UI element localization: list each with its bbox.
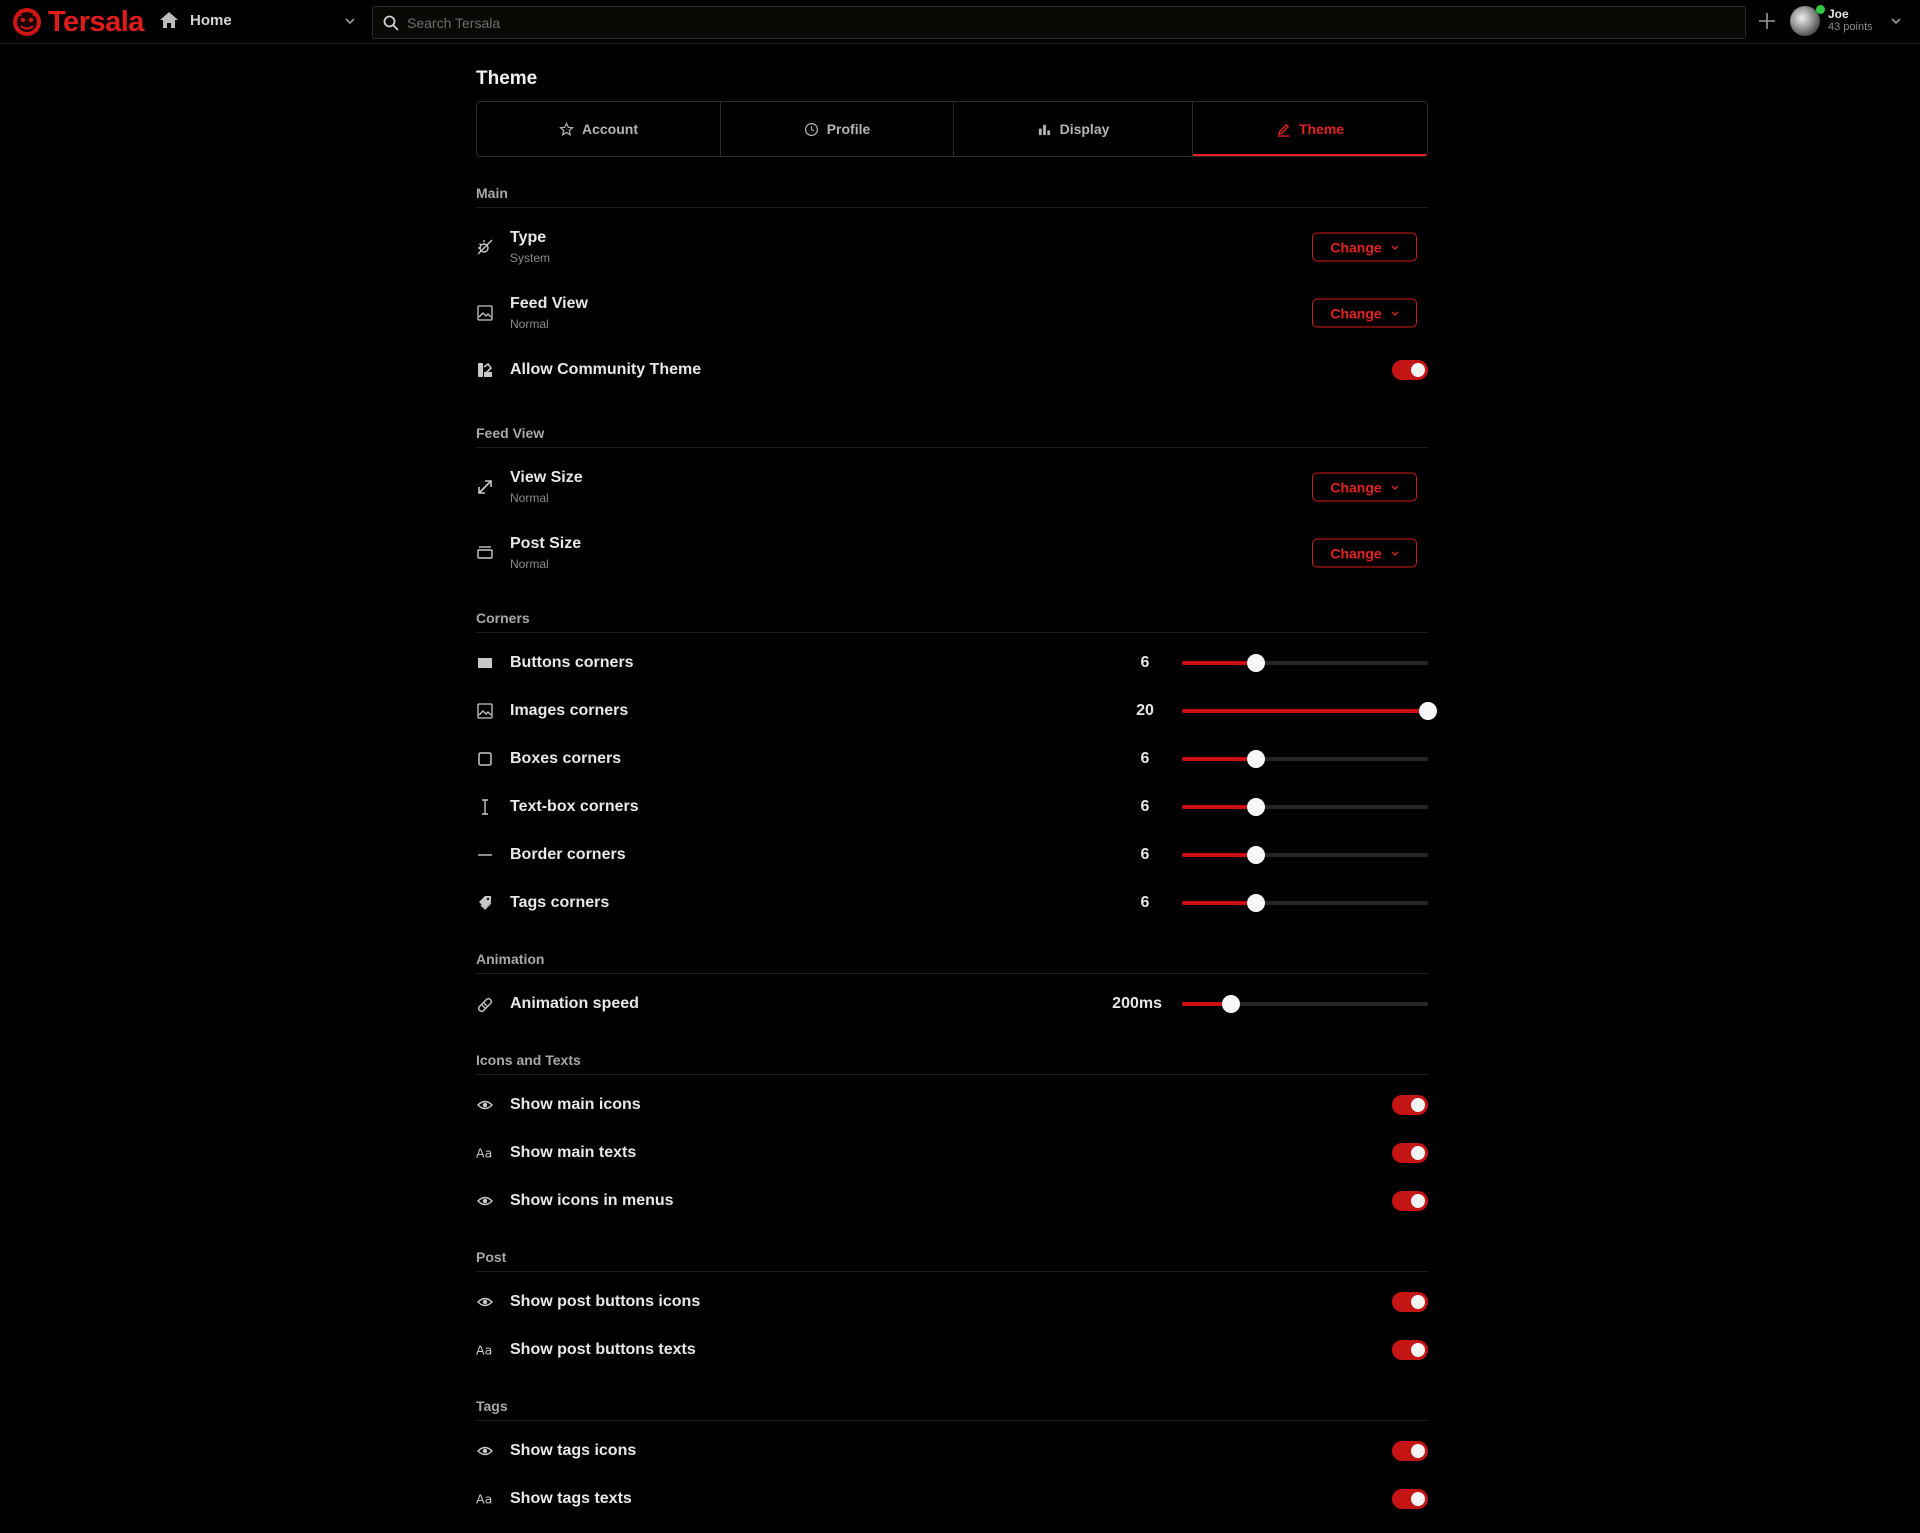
user-chevron-down-icon[interactable] [1890,15,1902,27]
online-status-dot [1816,5,1825,14]
slider-thumb[interactable] [1247,798,1265,816]
chevron-down-icon[interactable] [344,15,356,27]
section-title: Icons and Texts [476,1050,1428,1075]
view-size-change-button[interactable]: Change [1312,473,1417,502]
slider-thumb[interactable] [1222,995,1240,1013]
setting-label: Show icons in menus [510,1192,674,1209]
slider-thumb[interactable] [1247,894,1265,912]
section-title: Post [476,1247,1428,1272]
eye-icon [476,1192,494,1210]
eye-icon [476,1293,494,1311]
show-tags-icons-toggle[interactable] [1392,1441,1428,1461]
home-nav[interactable] [158,10,232,30]
animation-icon [476,995,494,1013]
box-icon [476,750,494,768]
logo-text: Tersala [48,6,144,38]
setting-show-main-icons [476,1081,1428,1129]
home-label: Home [190,11,232,29]
show-main-texts-toggle[interactable] [1392,1143,1428,1163]
allow-community-theme-toggle[interactable] [1392,360,1428,380]
slider-thumb[interactable] [1247,654,1265,672]
slider-value: 200ms [1112,995,1162,1012]
plus-icon[interactable] [1756,10,1778,32]
section-title: Main [476,183,1428,208]
setting-show-main-texts [476,1129,1428,1177]
setting-post-size [476,520,1428,586]
theme-mode-icon [476,238,494,256]
logo[interactable] [10,7,144,37]
settings-content [476,64,1428,1523]
section-icons-texts [476,1050,1428,1225]
border-corners-slider[interactable] [1182,853,1428,857]
slider-value: 20 [1136,702,1154,719]
setting-tags-corners [476,879,1428,927]
setting-value: Normal [510,317,549,331]
setting-label: Allow Community Theme [510,361,702,378]
slider-value: 6 [1140,750,1150,767]
buttons-corners-slider[interactable] [1182,661,1428,665]
top-bar [0,0,1920,44]
user-name: Joe [1828,7,1849,21]
pen-icon [1276,122,1291,137]
slider-value: 6 [1140,798,1150,815]
setting-label: Type [510,229,547,246]
setting-show-post-buttons-texts [476,1326,1428,1374]
setting-label: Show post buttons texts [510,1341,696,1358]
section-corners [476,608,1428,927]
page-title: Theme [476,68,538,89]
setting-text-box-corners [476,783,1428,831]
setting-label: Border corners [510,846,626,863]
section-post [476,1247,1428,1374]
setting-animation-speed [476,980,1428,1028]
setting-label: Show tags icons [510,1442,637,1459]
setting-label: Show post buttons icons [510,1293,701,1310]
text-icon [476,1341,494,1359]
setting-value: Normal [510,557,549,571]
tab-display-label: Display [1059,121,1110,137]
tab-profile[interactable] [721,102,954,156]
post-size-change-button[interactable]: Change [1312,539,1417,568]
setting-label: Show tags texts [510,1490,632,1507]
user-menu[interactable] [1790,6,1873,36]
user-points: 43 points [1828,21,1873,33]
slider-thumb[interactable] [1247,750,1265,768]
setting-label: Text-box corners [510,798,639,815]
setting-show-tags-icons [476,1427,1428,1475]
eye-icon [476,1096,494,1114]
tab-account-label: Account [582,121,638,137]
bar-chart-icon [1037,122,1052,137]
setting-border-corners [476,831,1428,879]
text-icon [476,1144,494,1162]
chevron-down-icon [1391,549,1399,557]
setting-label: Boxes corners [510,750,622,767]
section-title: Tags [476,1396,1428,1421]
slider-value: 6 [1140,654,1150,671]
search-bar[interactable] [372,6,1746,39]
line-icon [476,846,494,864]
setting-value: Normal [510,491,549,505]
tab-theme-label: Theme [1298,121,1345,137]
setting-label: Animation speed [510,995,639,1012]
setting-show-post-buttons-icons [476,1278,1428,1326]
setting-label: Images corners [510,702,629,719]
setting-type [476,214,1428,280]
setting-boxes-corners [476,735,1428,783]
text-cursor-icon [476,798,494,816]
setting-label: Feed View [510,295,588,312]
tersala-logo-icon [10,7,44,37]
button-shape-icon [476,654,494,672]
svg-text:Aa: Aa [476,1145,493,1161]
animation-speed-slider[interactable] [1182,1002,1428,1006]
section-feed-view [476,423,1428,586]
image-icon [476,702,494,720]
home-icon [158,10,180,30]
settings-tabs [476,101,1428,157]
show-post-buttons-icons-toggle[interactable] [1392,1292,1428,1312]
slider-value: 6 [1140,894,1150,911]
section-main [476,183,1428,394]
setting-label: Tags corners [510,894,610,911]
type-change-button[interactable]: Change [1312,233,1417,262]
section-title: Feed View [476,423,1428,448]
tab-profile-label: Profile [826,121,871,137]
tab-display[interactable] [954,102,1193,156]
setting-view-size [476,454,1428,520]
image-icon [476,304,494,322]
palette-icon [476,361,494,379]
section-title: Animation [476,949,1428,974]
text-box-corners-slider[interactable] [1182,805,1428,809]
setting-value: System [510,251,551,265]
setting-label: Post Size [510,535,582,552]
tab-account[interactable] [477,102,721,156]
feed-view-change-button[interactable]: Change [1312,299,1417,328]
setting-allow-community-theme [476,346,1428,394]
images-corners-slider[interactable] [1182,709,1428,713]
setting-images-corners [476,687,1428,735]
show-post-buttons-texts-toggle[interactable] [1392,1340,1428,1360]
expand-icon [476,478,494,496]
search-icon [383,15,399,31]
text-icon [476,1490,494,1508]
chevron-down-icon [1391,309,1399,317]
star-icon [559,122,574,137]
svg-text:Aa: Aa [476,1342,493,1358]
svg-text:Aa: Aa [476,1491,493,1507]
chevron-down-icon [1391,483,1399,491]
post-card-icon [476,544,494,562]
setting-feed-view [476,280,1428,346]
section-tags [476,1396,1428,1523]
show-icons-in-menus-toggle[interactable] [1392,1191,1428,1211]
slider-thumb[interactable] [1419,702,1437,720]
setting-label: Show main icons [510,1096,641,1113]
setting-show-icons-in-menus [476,1177,1428,1225]
setting-label: View Size [510,469,583,486]
setting-buttons-corners [476,639,1428,687]
section-animation [476,949,1428,1028]
slider-value: 6 [1140,846,1150,863]
eye-icon [476,1442,494,1460]
avatar [1790,6,1820,36]
show-tags-texts-toggle[interactable] [1392,1489,1428,1509]
setting-label: Buttons corners [510,654,634,671]
tab-theme[interactable] [1193,102,1427,156]
search-input[interactable] [407,15,1707,31]
section-title: Corners [476,608,1428,633]
slider-thumb[interactable] [1247,846,1265,864]
setting-show-tags-texts [476,1475,1428,1523]
tags-corners-slider[interactable] [1182,901,1428,905]
setting-label: Show main texts [510,1144,637,1161]
boxes-corners-slider[interactable] [1182,757,1428,761]
chevron-down-icon [1391,243,1399,251]
clock-icon [804,122,819,137]
show-main-icons-toggle[interactable] [1392,1095,1428,1115]
tag-icon [476,894,494,912]
